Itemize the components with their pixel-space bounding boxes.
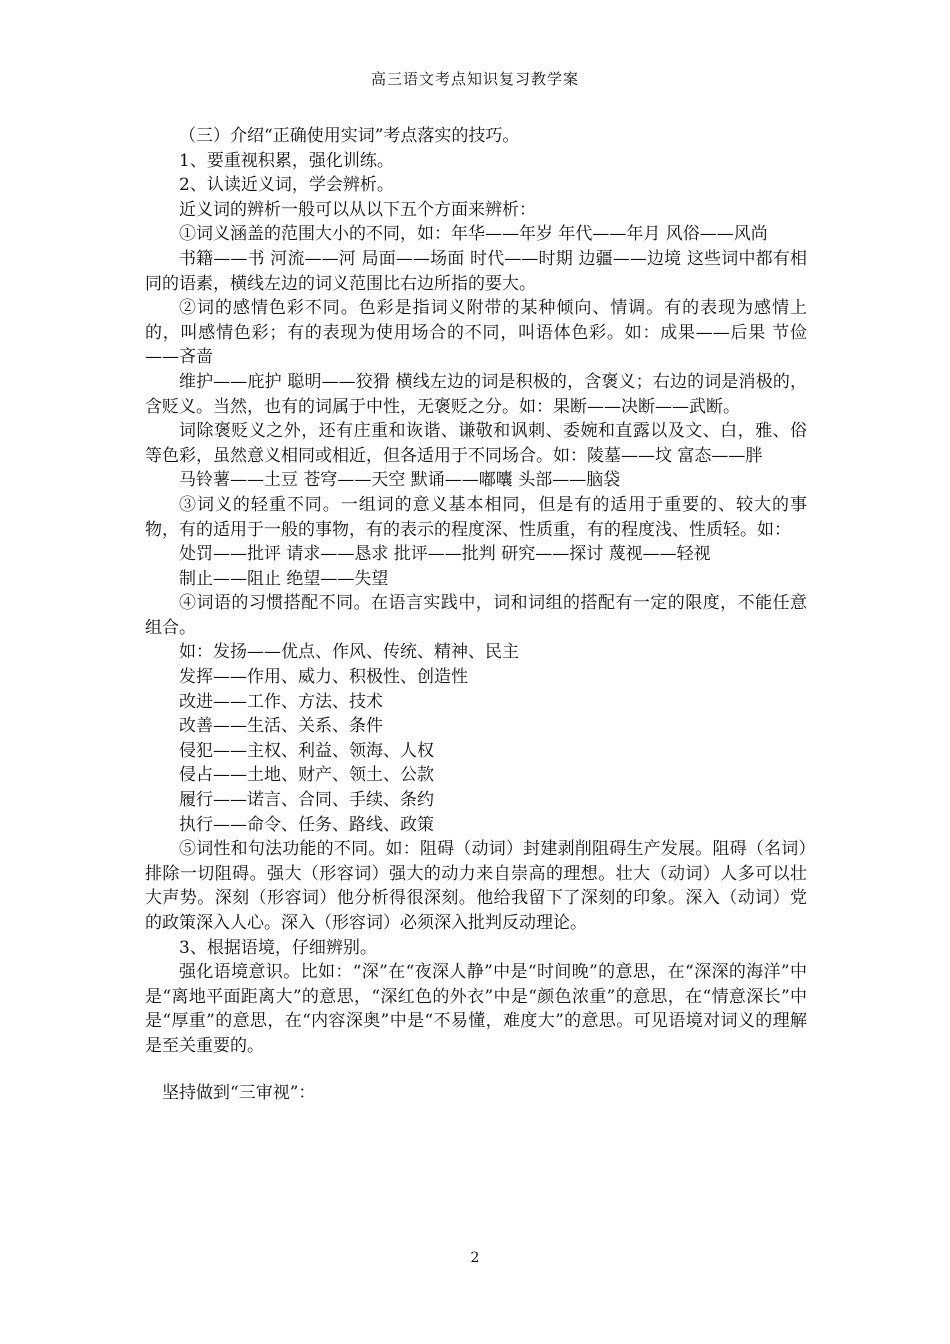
closing-line: 坚持做到“三审视”： (162, 1082, 316, 1103)
section-heading: （三）介绍“正确使用实词”考点落实的技巧。 (179, 126, 520, 146)
paragraph: 改善——生活、关系、条件 (179, 716, 383, 737)
paragraph: 执行——命令、任务、路线、政策 (179, 814, 434, 835)
paragraph: 1、要重视积累，强化训练。 (179, 150, 394, 171)
paragraph: 发挥——作用、威力、积极性、创造性 (179, 667, 468, 688)
paragraph: 2、认读近义词，学会辨析。 (179, 175, 394, 196)
paragraph: 如：发扬——优点、作风、传统、精神、民主 (179, 642, 519, 663)
paragraph: 马铃薯——土豆 苍穹——天空 默诵——嘟囔 头部——脑袋 (179, 470, 621, 491)
paragraph: 改进——工作、方法、技术 (179, 691, 383, 712)
paragraph: 侵占——土地、财产、领土、公款 (179, 765, 434, 786)
paragraph: ①词义涵盖的范围大小的不同，如：年华——年岁 年代——年月 风俗——风尚 (179, 224, 768, 245)
paragraph: ⑤词性和句法功能的不同。如：阻碍（动词）封建剥削阻碍生产发展。阻碍（名词）排除一切阻碍。强大（形容词）强大的动力来自崇高的理想。壮大（动词）人多可以壮大声势。深刻（形容词）他分析得很深刻。他给我留下了深刻的印象。深入（动词）党的政策深入人心。深入（形容词）必须深入批判反动理论。 (145, 839, 807, 933)
paragraph: 3、根据语境，仔细辨别。 (179, 937, 377, 958)
page-header: 高三语文考点知识复习教学案 (370, 70, 579, 88)
paragraph: ④词语的习惯搭配不同。在语言实践中，词和词组的搭配有一定的限度，不能任意组合。 (145, 593, 807, 638)
paragraph: ②词的感情色彩不同。色彩是指词义附带的某种倾向、情调。有的表现为感情上的，叫感情色彩；有的表现为使用场合的不同，叫语体色彩。如：成果——后果 节俭——吝啬 (145, 298, 807, 368)
paragraph: 词除褒贬义之外，还有庄重和诙谐、谦敬和讽刺、委婉和直露以及文、白，雅、俗等色彩，虽然意义相同或相近，但各适用于不同场合。如：陵墓——坟 富态——胖 (145, 421, 807, 466)
paragraph: 近义词的辨析一般可以从以下五个方面来辨析： (179, 199, 536, 220)
paragraph: 强化语境意识。比如：“深”在“夜深人静”中是“时间晚”的意思，在“深深的海洋”中是“离地平面距离大”的意思，“深红色的外衣”中是“颜色浓重”的意思，在“情意深长”中是“厚重”的意思，在“内容深奥”中是“不易懂，难度大”的意思。可见语境对词义的理解是至关重要的。 (145, 962, 807, 1056)
paragraph: 书籍——书 河流——河 局面——场面 时代——时期 边疆——边境 这些词中都有相同的语素，横线左边的词义范围比右边所指的要大。 (145, 248, 807, 294)
document-body (145, 124, 807, 1105)
paragraph: 处罚——批评 请求——恳求 批评——批判 研究——探讨 蔑视——轻视 (179, 544, 711, 565)
paragraph: ③词义的轻重不同。一组词的意义基本相同，但是有的适用于重要的、较大的事物，有的适用于一般的事物，有的表示的程度深、性质重，有的程度浅、性质轻。如： (145, 494, 807, 540)
page-number: 2 (470, 1250, 480, 1266)
paragraph: 履行——诺言、合同、手续、条约 (179, 790, 434, 811)
paragraph: 维护——庇护 聪明——狡猾 横线左边的词是积极的，含褒义；右边的词是消极的，含贬义。当然，也有的词属于中性，无褒贬之分。如：果断——决断——武断。 (145, 371, 807, 417)
paragraph: 制止——阻止 绝望——失望 (179, 568, 389, 589)
paragraph: 侵犯——主权、利益、领海、人权 (179, 740, 434, 761)
